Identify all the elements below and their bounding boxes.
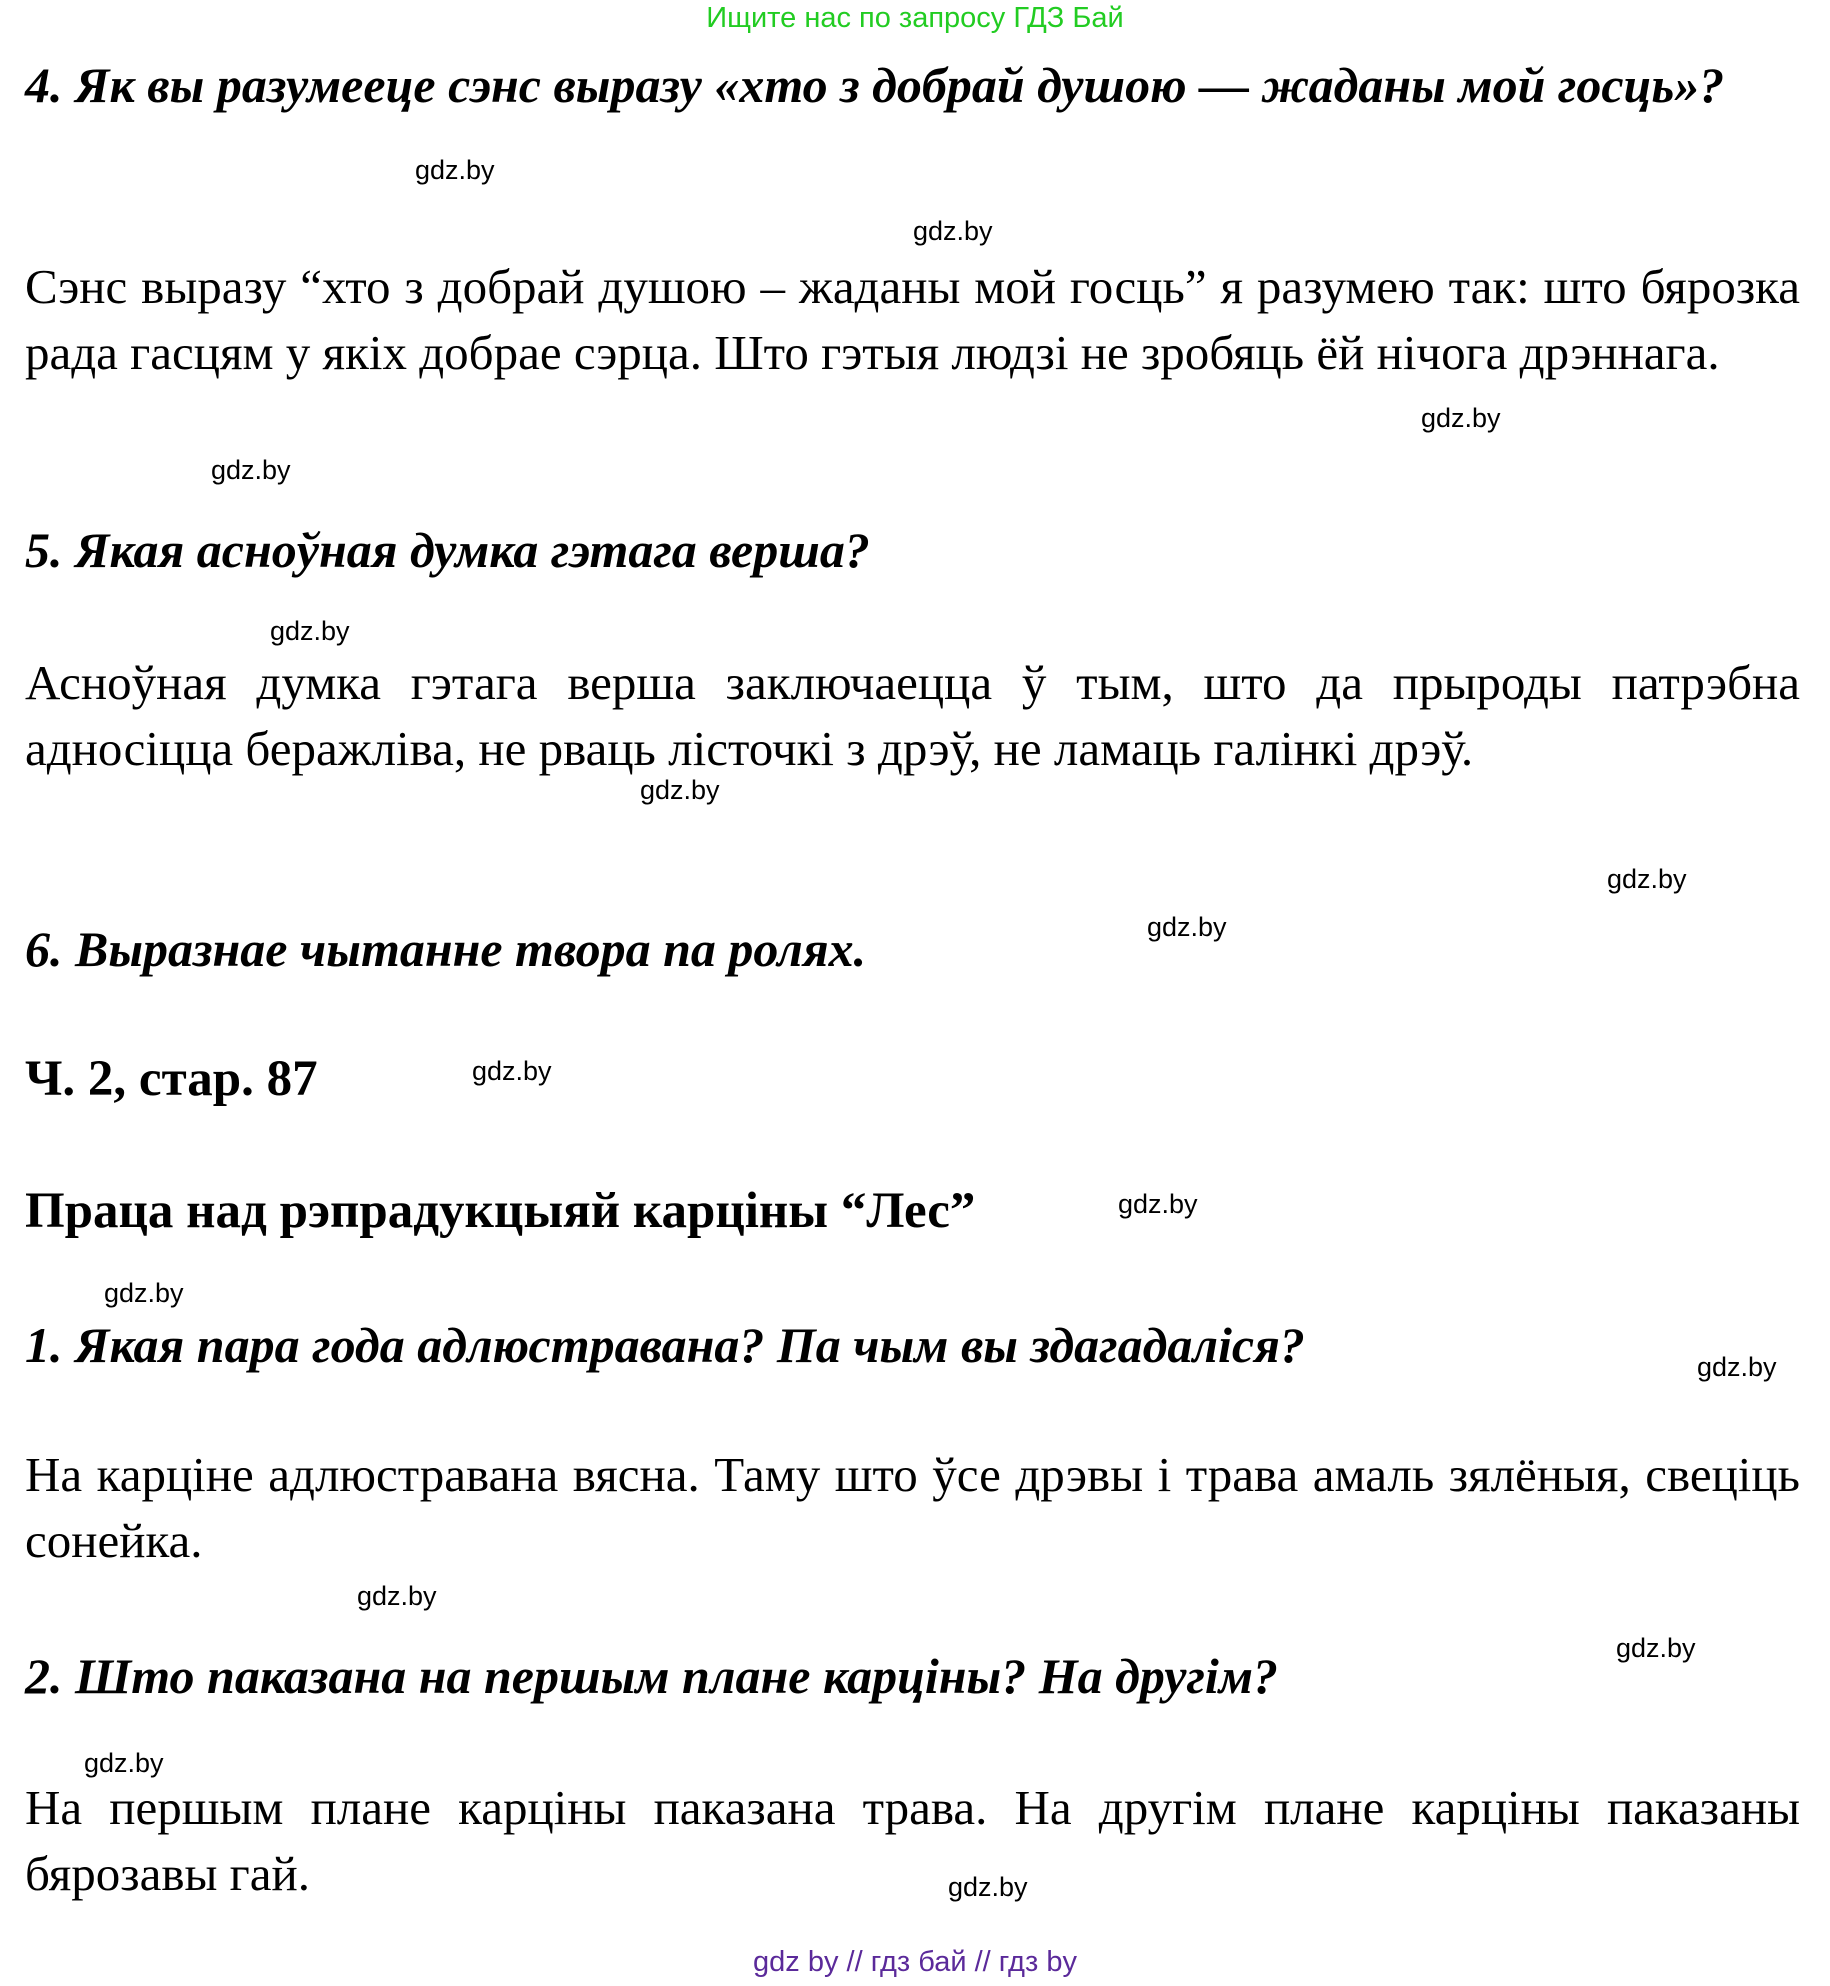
watermark: gdz.by [270,616,350,646]
watermark: gdz.by [84,1748,164,1778]
answer-5: Асноўная думка гэтага верша заключаецца ў тым, што да прыроды патрэбна адносіцца беражліва, не рваць лісточкі з дрэў, не ламаць галінкі дрэў. [25,655,1800,776]
section-heading: Ч. 2, стар. 87 [25,1051,318,1107]
answer-2: На першым плане карціны паказана трава. На другім плане карціны паказаны бярозавы гай. [25,1780,1800,1901]
watermark: gdz.by [1118,1189,1198,1219]
bottom-banner: gdz by // гдз бай // гдз by [753,1946,1077,1978]
watermark: gdz.by [104,1278,184,1308]
question-6: 6. Выразнае чытанне твора па ролях. [25,921,867,977]
question-5: 5. Якая асноўная думка гэтага верша? [25,522,870,578]
watermark: gdz.by [1421,403,1501,433]
watermark: gdz.by [357,1581,437,1611]
question-2: 2. Што паказана на першым плане карціны? На другім? [25,1648,1279,1704]
watermark: gdz.by [640,775,720,805]
watermark: gdz.by [211,455,291,485]
work-heading: Праца над рэпрадукцыяй карціны “Лес” [25,1183,976,1239]
watermark: gdz.by [415,155,495,185]
watermark: gdz.by [472,1056,552,1086]
answer-1: На карціне адлюстравана вясна. Таму што ўсе дрэвы і трава амаль зялёныя, свеціць сонейка. [25,1447,1800,1568]
question-4: 4. Як вы разумееце сэнс выразу «хто з добрай душою — жаданы мой госць»? [25,57,1725,113]
question-1: 1. Якая пара года адлюстравана? Па чым вы здагадаліся? [25,1317,1305,1373]
watermark: gdz.by [1147,912,1227,942]
watermark: gdz.by [1616,1633,1696,1663]
watermark: gdz.by [948,1872,1028,1902]
watermark: gdz.by [1697,1352,1777,1382]
watermark: gdz.by [913,216,993,246]
answer-4: Сэнс выразу “хто з добрай душою – жаданы мой госць” я разумею так: што бярозка рада гасцям у якіх добрае сэрца. Што гэтыя людзі не зробяць ёй нічога дрэннага. [25,259,1800,380]
top-banner: Ищите нас по запросу ГДЗ Бай [706,2,1124,34]
watermark: gdz.by [1607,864,1687,894]
